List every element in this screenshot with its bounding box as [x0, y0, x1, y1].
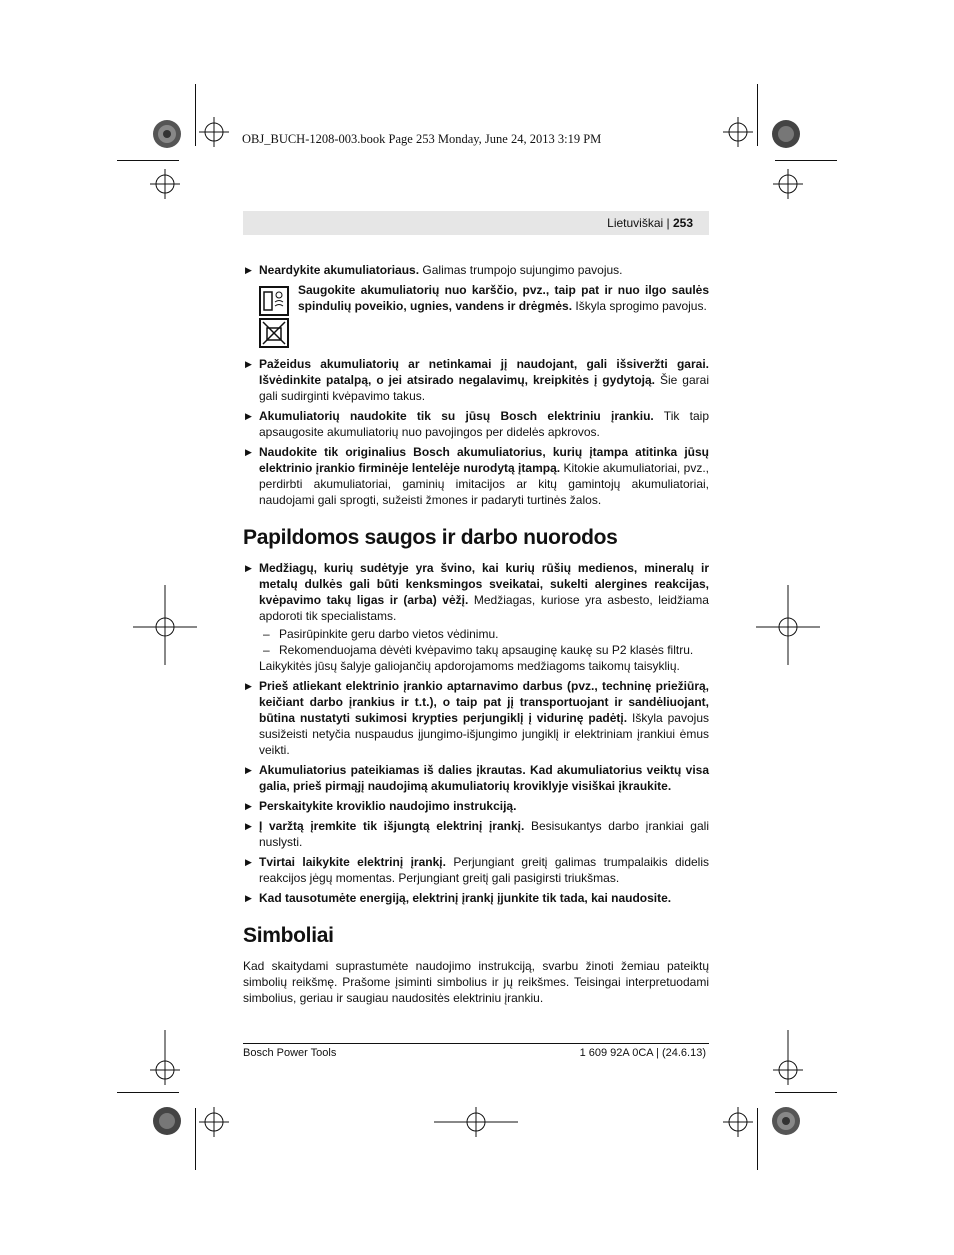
arrow-bullet-icon: ▶ — [245, 447, 252, 457]
arrow-bullet-icon: ▶ — [245, 801, 252, 811]
list-item: ▶ Neardykite akumuliatoriaus. Galimas trumpojo sujungimo pavojus. — [245, 263, 623, 277]
arrow-bullet-icon: ▶ — [245, 359, 252, 369]
paragraph: Kad skaitydami suprastumėte naudojimo instrukciją, svarbu žinoti žemiau pateiktų simbolių reikšmę. Prašome įsiminti simbolius ir jų reikšmes. Teisingai interpretuodami simbolius, geriau ir saugiau naudositės elektriniu įrankiu. — [243, 959, 709, 1005]
arrow-bullet-icon: ▶ — [245, 765, 252, 775]
registration-target-icon — [150, 1030, 180, 1085]
heat-warning-block: Saugokite akumuliatorių nuo karščio, pvz., taip pat ir nuo ilgo saulės spindulių poveikio, ugnies, vandens ir drėgmės. Iškyla sprogimo pavojus. — [243, 282, 709, 346]
registration-target-icon — [773, 169, 803, 199]
page-content — [243, 262, 709, 1006]
list-item: ▶ Medžiagų, kurių sudėtyje yra švino, kai kurių rūšių medienos, mineralų ir metalų dulkės gali būti kenksmingos sveikatai, sukelti alergines reakcijas, kvėpavimo takų ligas ir (arba) vėžį. Medžiagas, kuriose yra asbesto, leidžiama apdoroti tik specialistams. — [245, 561, 709, 623]
section-heading: Simboliai — [243, 924, 334, 947]
registration-target-icon — [756, 585, 820, 665]
footer-doc-number: 1 609 92A 0CA | (24.6.13) — [579, 1047, 706, 1059]
arrow-bullet-icon: ▶ — [245, 265, 252, 275]
no-fire-icon — [259, 318, 289, 348]
arrow-bullet-icon: ▶ — [245, 411, 252, 421]
list-item: ▶ Kad tausotumėte energiją, elektrinį įrankį įjunkite tik tada, kai naudosite. — [245, 891, 672, 905]
registration-target-icon — [199, 1107, 229, 1137]
list-item: ▶ Akumuliatorių naudokite tik su jūsų Bosch elektriniu įrankiu. Tik taip apsaugosite akumuliatorių nuo pavojingos per didelės apkrovos. — [245, 409, 709, 439]
list-item: ▶ Perskaitykite kroviklio naudojimo instrukciją. — [245, 799, 517, 813]
list-item: ▶ Į varžtą įremkite tik išjungtą elektrinį įrankį. Besisukantys darbo įrankiai gali nuslysti. — [245, 819, 709, 849]
list-item: ▶ Tvirtai laikykite elektrinį įrankį. Perjungiant greitį galimas trumpalaikis didelis reakcijos jėgų momentas. Perjungiant greitį gali pasigirsti triukšmas. — [245, 855, 710, 885]
footer-rule — [243, 1043, 709, 1044]
dash-list-item: – Pasirūpinkite geru darbo vietos vėdinimu. — [263, 627, 499, 641]
list-item: ▶ Naudokite tik originalius Bosch akumuliatorius, kurių įtampa atitinka jūsų elektrinio įrankio firminėje lentelėje nurodytą įtampą. Kitokie akumuliatoriai, pvz., perdirbti akumuliatoriai, gaminių imitacijos ar kitų gamintojų akumuliatoriai, naudojami gali sprogti, sužeisti žmones ir padaryti turtinės žalos. — [245, 445, 709, 507]
registration-target-icon — [150, 169, 180, 199]
list-item: ▶ Pažeidus akumuliatorių ar netinkamai jį naudojant, gali išsiveržti garai. Išvėdinkite patalpą, o jei atsirado negalavimų, kreipkitės į gydytoją. Šie garai gali sudirginti kvėpavimo takus. — [245, 357, 709, 403]
registration-target-icon — [199, 117, 229, 147]
print-slug: OBJ_BUCH-1208-003.book Page 253 Monday, June 24, 2013 3:19 PM — [242, 132, 602, 146]
footer-brand: Bosch Power Tools — [243, 1047, 337, 1059]
heat-sun-water-icon — [259, 286, 289, 316]
list-item: ▶ Akumuliatorius pateikiamas iš dalies įkrautas. Kad akumuliatorius veiktų visa galia, prieš pirmąjį naudojimą akumuliatorių kroviklyje visiškai įkraukite. — [245, 763, 709, 793]
arrow-bullet-icon: ▶ — [245, 563, 252, 573]
registration-target-icon — [133, 585, 197, 665]
arrow-bullet-icon: ▶ — [245, 857, 252, 867]
registration-target-icon — [723, 117, 753, 147]
page-header — [243, 211, 709, 235]
paragraph: Laikykitės jūsų šalyje galiojančių apdorojamoms medžiagoms taikomų taisyklių. — [259, 659, 680, 673]
section-heading: Papildomos saugos ir darbo nuorodos — [243, 526, 618, 549]
list-item: ▶ Prieš atliekant elektrinio įrankio aptarnavimo darbus (pvz., techninę priežiūrą, keičiant darbo įrankius ir t.t.), o taip pat jį transportuojant ir sandėliuojant, būtina nustatyti sukimosi krypties perjungiklį į vidurinę padėtį. Iškyla pavojus susižeisti netyčia nuspaudus įjungimo-išjungimo jungiklį ir elektriniam įrankiui ėmus veikti. — [245, 679, 709, 757]
arrow-bullet-icon: ▶ — [245, 893, 252, 903]
arrow-bullet-icon: ▶ — [245, 821, 252, 831]
arrow-bullet-icon: ▶ — [245, 681, 252, 691]
page-number: 253 — [672, 216, 693, 230]
registration-target-icon — [773, 1030, 803, 1085]
dash-list-item: – Rekomenduojama dėvėti kvėpavimo takų apsauginę kaukę su P2 klasės filtru. — [263, 643, 694, 657]
header-language: Lietuviškai | — [607, 216, 673, 230]
registration-target-icon — [723, 1107, 753, 1137]
registration-target-icon — [434, 1107, 518, 1137]
